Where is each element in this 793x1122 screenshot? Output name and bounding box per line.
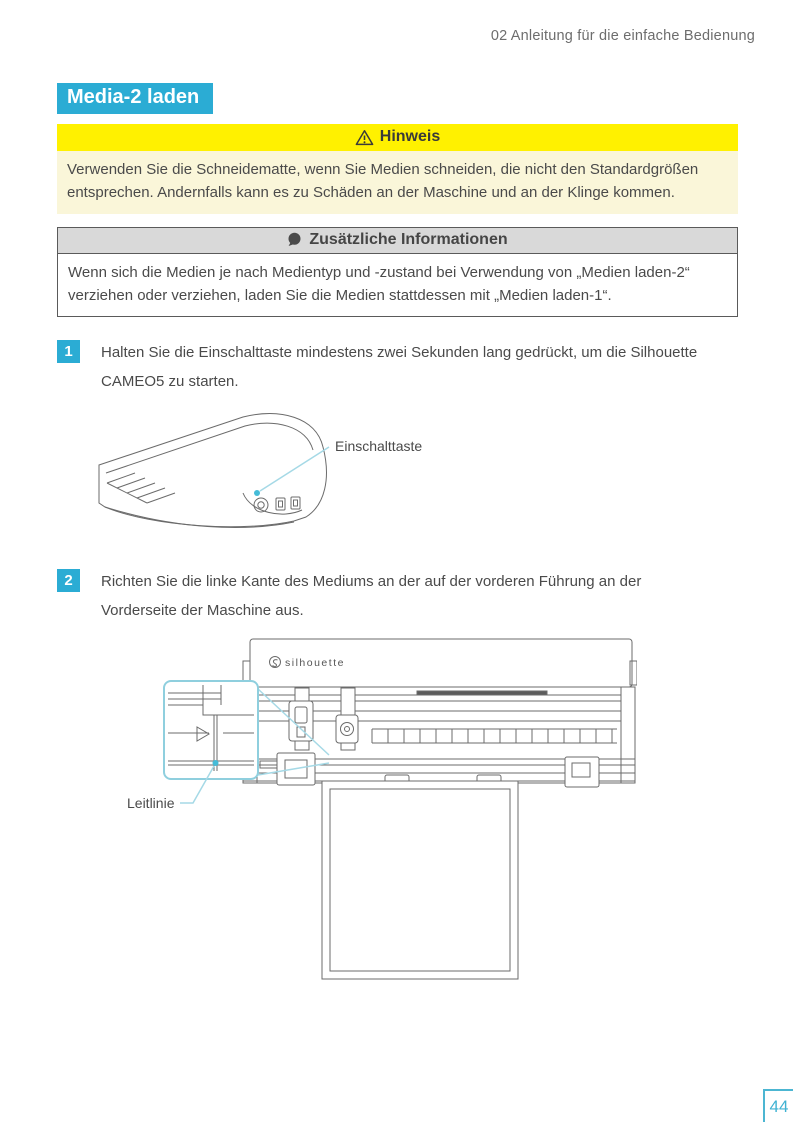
additional-info-box — [57, 227, 738, 318]
power-button-leader-line — [260, 447, 329, 491]
running-header: 02 Anleitung für die einfache Bedienung — [490, 28, 755, 44]
additional-info-body: Wenn sich die Medien je nach Medientyp und -zustand bei Verwendung von „Medien laden-2“ verziehen oder verziehen, laden Sie die Medien stattdessen mit „Medien laden-1“. — [58, 254, 737, 317]
figure-power-button — [95, 407, 465, 539]
step-2 — [57, 567, 738, 626]
guide-line-label: Leitlinie — [127, 795, 175, 811]
power-button-marker — [254, 490, 260, 496]
step-2-text: Richten Sie die linke Kante des Mediums an der auf der vorderen Führung an der Vorderseite der Maschine aus. — [101, 572, 642, 619]
notice-title: Hinweis — [379, 128, 441, 145]
section-title: Media-2 laden — [57, 83, 213, 114]
figure-machine-front — [117, 631, 637, 983]
guide-line-marker — [213, 760, 219, 766]
power-button-label: Einschalttaste — [335, 437, 423, 454]
additional-info-title: Zusätzliche Informationen — [309, 230, 508, 248]
additional-info-header — [58, 228, 737, 254]
warning-triangle-icon — [355, 129, 374, 146]
inset-wedge-line-top — [258, 689, 329, 755]
speech-bubble-icon — [287, 232, 302, 247]
step-1 — [57, 338, 738, 397]
step-2-number: 2 — [57, 569, 80, 592]
notice-box — [57, 124, 738, 214]
silhouette-logo-text: silhouette — [285, 657, 345, 669]
step-1-text: Halten Sie die Einschalttaste mindestens zwei Sekunden lang gedrückt, um die Silhouette CAMEO5 zu starten. — [101, 344, 698, 391]
notice-header — [57, 124, 738, 151]
step-1-number: 1 — [57, 340, 80, 363]
guide-line-inset-box — [164, 681, 258, 779]
page-content — [57, 83, 738, 983]
notice-body: Verwenden Sie die Schneidematte, wenn Sie Medien schneiden, die nicht den Standardgrößen entsprechen. Andernfalls kann es zu Schäden an der Maschine und an der Klinge kommen. — [57, 151, 738, 214]
page-number: 44 — [763, 1089, 793, 1122]
